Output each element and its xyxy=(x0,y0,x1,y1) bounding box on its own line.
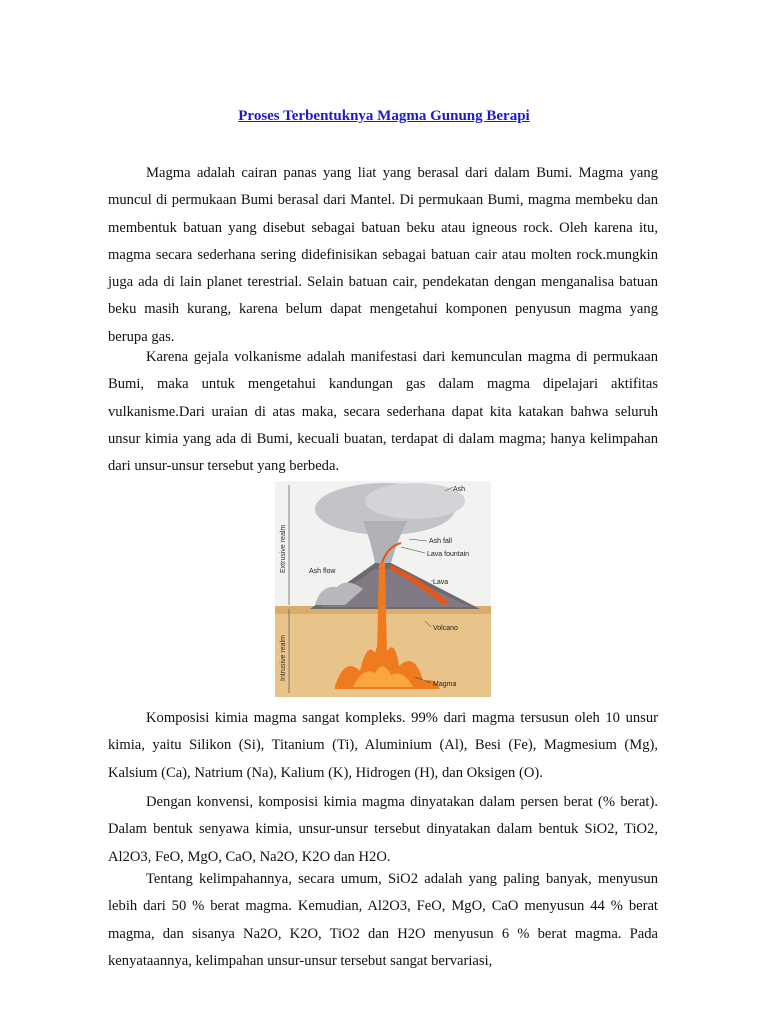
paragraph-3: Komposisi kimia magma sangat kompleks. 99% dari magma tersusun oleh 10 unsur kimia, yaitu Silikon (Si), Titanium (Ti), Aluminium (Al), Besi (Fe), Magmesium (Mg), Kalsium (Ca), Natrium (Na), Kalium (K), Hidrogen (H), dan Oksigen (O). xyxy=(108,710,658,781)
extrusive-label: Extrusive realm xyxy=(280,524,287,573)
label-lava-fountain: Lava fountain xyxy=(427,551,470,558)
volcano-diagram xyxy=(275,481,491,697)
label-ash: Ash xyxy=(453,486,466,493)
volcano-illustration xyxy=(275,481,491,697)
label-ash-fall: Ash fall xyxy=(429,538,452,545)
document-title: Proses Terbentuknya Magma Gunung Berapi xyxy=(238,108,530,124)
intrusive-label: Intrusive realm xyxy=(280,635,287,681)
paragraph-2: Karena gejala volkanisme adalah manifestasi dari kemunculan magma di permukaan Bumi, maka untuk mengetahui kandungan gas dalam magma dipelajari aktifitas vulkanisme.Dari uraian di atas maka, secara sederhana dapat kita katakan bahwa seluruh unsur kimia yang ada di Bumi, kecuali buatan, terdapat di dalam magma; hanya kelimpahan dari unsur-unsur tersebut yang berbeda. xyxy=(108,349,658,475)
label-ash-flow: Ash flow xyxy=(309,568,336,575)
label-magma: Magma xyxy=(433,681,457,688)
label-volcano: Volcano xyxy=(433,625,458,632)
paragraph-4: Dengan konvensi, komposisi kimia magma dinyatakan dalam persen berat (% berat). Dalam bentuk senyawa kimia, unsur-unsur tersebut dinyatakan dalam bentuk SiO2, TiO2, Al2O3, FeO, MgO, CaO, Na2O, K2O dan H2O. xyxy=(108,794,658,865)
paragraph-5: Tentang kelimpahannya, secara umum, SiO2 adalah yang paling banyak, menyusun lebih dari 50 % berat magma. Kemudian, Al2O3, FeO, MgO, CaO menyusun 44 % berat magma, dan sisanya Na2O, K2O, TiO2 dan H2O menyusun 6 % berat magma. Pada kenyataannya, kelimpahan unsur-unsur tersebut sangat bervariasi, xyxy=(108,871,658,969)
label-lava: Lava xyxy=(433,579,449,586)
paragraph-1: Magma adalah cairan panas yang liat yang berasal dari dalam Bumi. Magma yang muncul di permukaan Bumi berasal dari Mantel. Di permukaan Bumi, magma membeku dan membentuk batuan yang disebut sebagai batuan beku atau igneous rock. Oleh karena itu, magma secara sederhana sering didefinisikan sebagai batuan cair atau molten rock.mungkin juga ada di lain planet terestrial. Selain batuan cair, pendekatan dengan menganalisa batuan beku masih kurang, karena belum dapat mengetahui komponen penyusun magma yang berupa gas. xyxy=(108,165,658,345)
